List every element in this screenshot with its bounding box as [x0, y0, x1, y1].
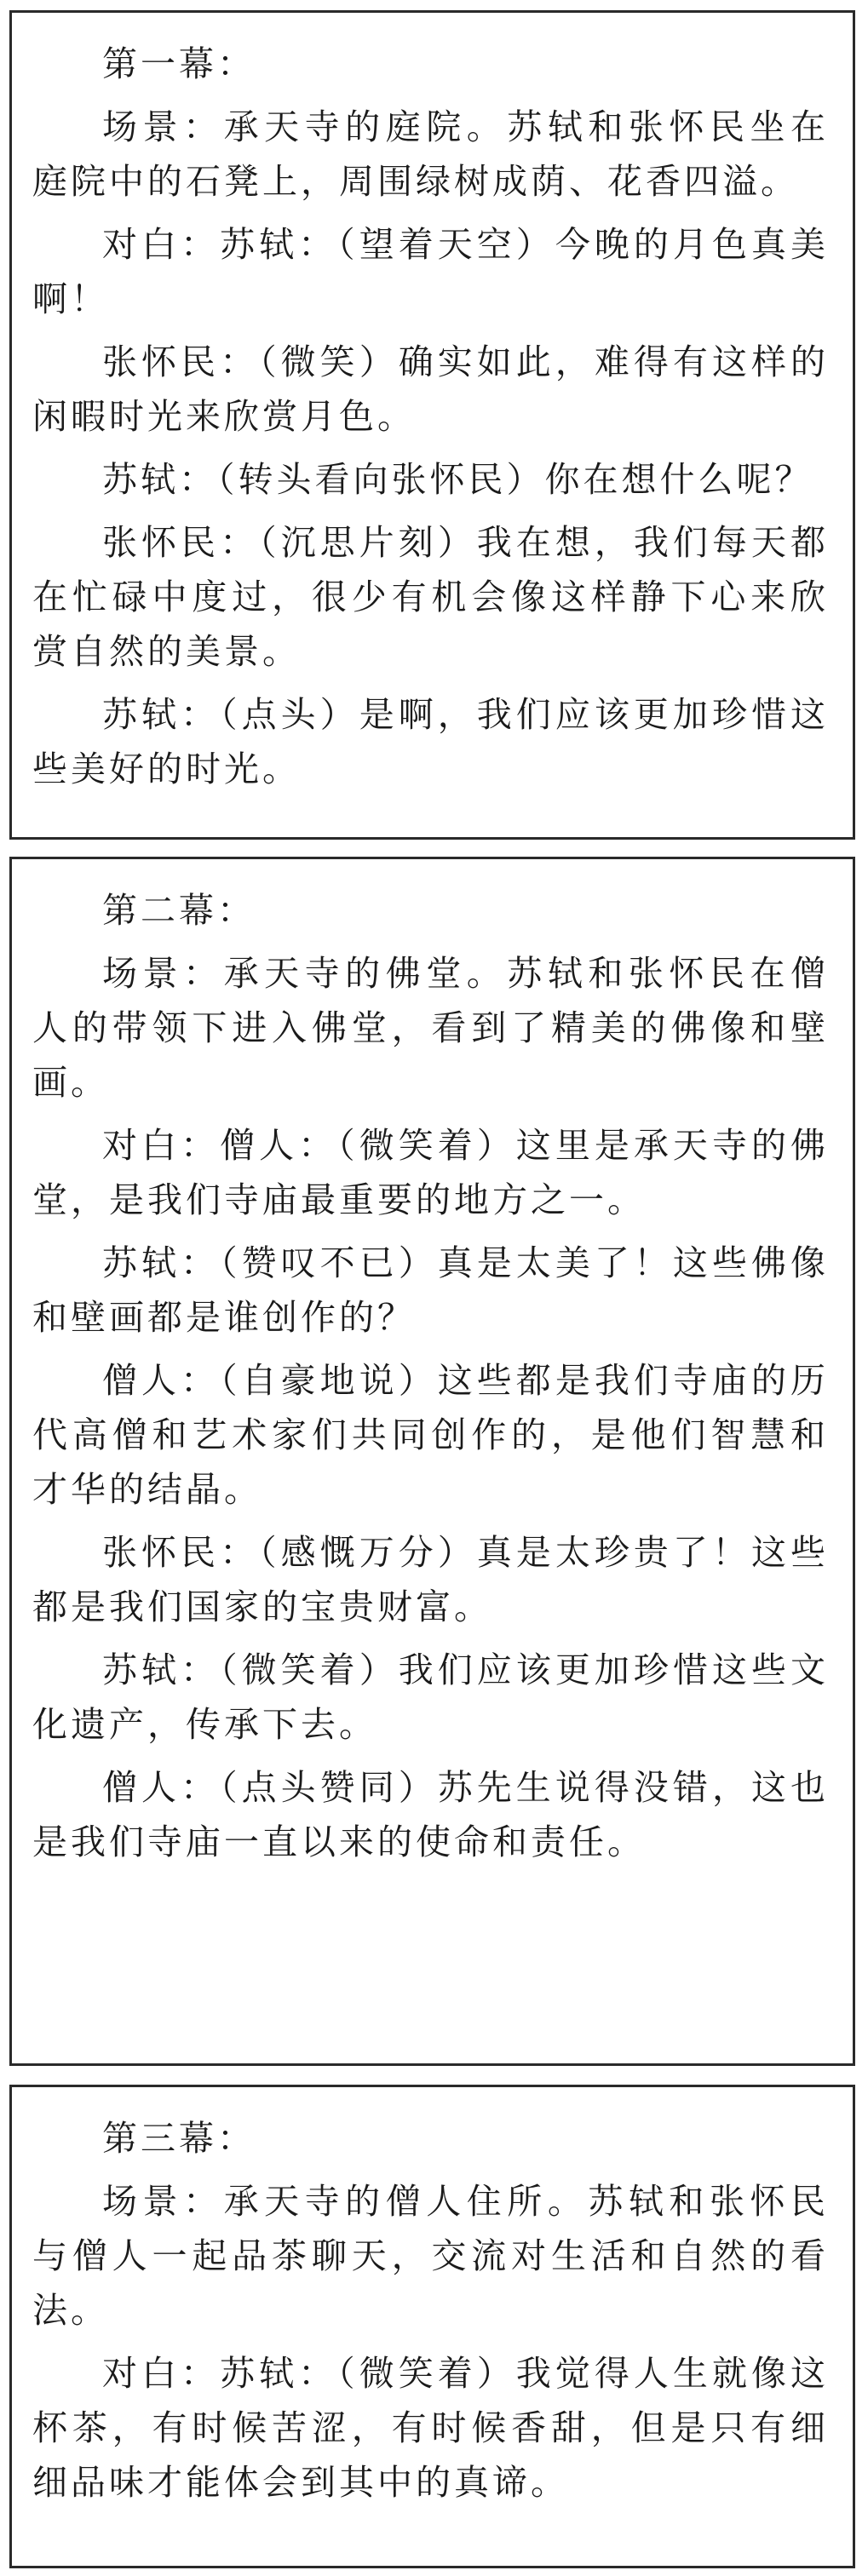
act-1-scene: 场景：承天寺的庭院。苏轼和张怀民坐在庭院中的石凳上，周围绿树成荫、花香四溢。: [32, 106, 829, 202]
act-2-scene: 场景：承天寺的佛堂。苏轼和张怀民在僧人的带领下进入佛堂，看到了精美的佛像和壁画。: [32, 953, 829, 1103]
act-2-line-6: 僧人：（点头赞同）苏先生说得没错，这也是我们寺庙一直以来的使命和责任。: [32, 1767, 829, 1862]
act-2-box: [9, 857, 855, 2066]
act-2-line-4: 张怀民：（感慨万分）真是太珍贵了！这些都是我们国家的宝贵财富。: [32, 1532, 829, 1627]
act-1-box: [9, 10, 855, 840]
act-1-line-5: 苏轼：（点头）是啊，我们应该更加珍惜这些美好的时光。: [32, 694, 829, 789]
act-3-scene: 场景：承天寺的僧人住所。苏轼和张怀民与僧人一起品茶聊天，交流对生活和自然的看法。: [32, 2181, 829, 2331]
act-3-line-1: 对白：苏轼：（微笑着）我觉得人生就像这杯茶，有时候苦涩，有时候香甜，但是只有细细品味才能体会到其中的真谛。: [32, 2353, 829, 2503]
act-2-line-5: 苏轼：（微笑着）我们应该更加珍惜这些文化遗产，传承下去。: [32, 1649, 829, 1745]
act-2-line-3: 僧人：（自豪地说）这些都是我们寺庙的历代高僧和艺术家们共同创作的，是他们智慧和才华的结晶。: [32, 1360, 829, 1510]
act-1-heading: 第一幕：: [102, 43, 256, 84]
act-3-heading: 第三幕：: [102, 2118, 256, 2159]
act-1-line-2: 张怀民：（微笑）确实如此，难得有这样的闲暇时光来欣赏月色。: [32, 341, 829, 437]
act-1-line-1: 对白：苏轼：（望着天空）今晚的月色真美啊！: [32, 224, 829, 319]
act-2-line-1: 对白：僧人：（微笑着）这里是承天寺的佛堂，是我们寺庙最重要的地方之一。: [32, 1125, 829, 1220]
act-1-line-4: 张怀民：（沉思片刻）我在想，我们每天都在忙碌中度过，很少有机会像这样静下心来欣赏自然的美景。: [32, 522, 829, 672]
act-3-box: [9, 2085, 855, 2568]
act-1-line-3: 苏轼：（转头看向张怀民）你在想什么呢？: [102, 459, 813, 500]
act-2-line-2: 苏轼：（赞叹不已）真是太美了！这些佛像和壁画都是谁创作的？: [32, 1242, 829, 1338]
act-2-heading: 第二幕：: [102, 890, 256, 931]
